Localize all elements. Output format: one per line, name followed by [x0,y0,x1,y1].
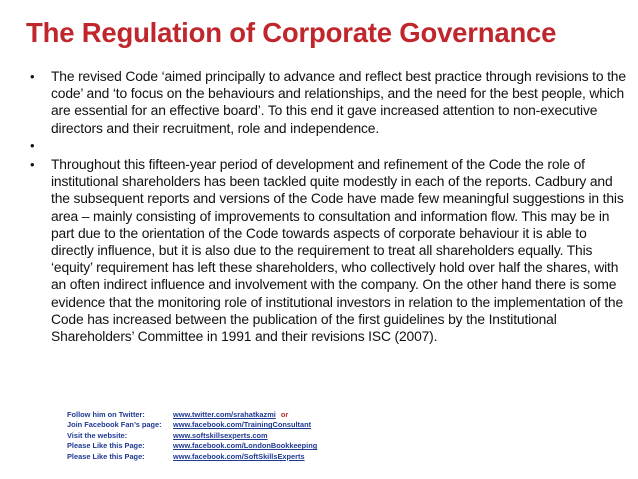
bullet-item-empty [30,137,630,154]
london-bookkeeping-link[interactable]: www.facebook.com/LondonBookkeeping [173,441,318,451]
bullet-text: Throughout this fifteen-year period of development and refinement of the Code the role of institutional shareholders has been tackled quite modestly in each of the reports. Cadbury and the subsequent reports and versions of the Code have made few meaningful suggestions in this area – mainly consisting of improvements to consultation and information flow. This may be in part due to the orientation of the Code towards aspects of corporate behaviour it is able to directly influence, but it is also due to the requirement to treat all shareholders equally. This ‘equity’ requirement has left these shareholders, who collectively hold over half the shares, with an often indirect influence and involvement with the company. On the other hand there is some evidence that the monitoring role of institutional investors in relation to the implementation of the Code has increased between the publication of the first guidelines by the Institutional Shareholders’ Committee in 1991 and their revisions ISC (2007). [51,156,624,345]
footer-row-website [67,431,317,441]
footer-links [67,410,317,462]
slide-title: The Regulation of Corporate Governance [26,17,557,48]
bullet-item [30,156,630,345]
footer-row-london-bookkeeping [67,441,317,451]
footer-row-facebook-fan [67,420,317,430]
footer-label: Please Like this Page: [67,441,145,451]
footer-label: Visit the website: [67,430,128,440]
footer-row-twitter [67,410,317,420]
bullet-list [30,68,630,345]
footer-or-text: or [280,410,289,419]
twitter-link[interactable]: www.twitter.com/srahatkazmi [173,410,276,419]
bullet-dot-icon: • [30,157,35,172]
bullet-dot-icon: • [30,69,35,84]
website-link[interactable]: www.softskillsexperts.com [173,430,268,440]
soft-skills-experts-link[interactable]: www.facebook.com/SoftSkillsExperts [173,451,305,461]
footer-row-soft-skills [67,452,317,462]
facebook-fan-link[interactable]: www.facebook.com/TrainingConsultant [173,420,312,430]
bullet-item [30,68,630,137]
footer-label: Please Like this Page: [67,451,145,461]
footer-label: Join Facebook Fan’s page: [67,420,162,430]
bullet-text: The revised Code ‘aimed principally to advance and reflect best practice through revisions to the code’ and ‘to focus on the behaviours and relationships, and the need for the best people, which are essential for an effective board’. To this end it gave increased attention to non-executive directors and their recruitment, role and independence. [51,68,626,136]
bullet-dot-icon: • [30,137,35,153]
footer-label: Follow him on Twitter: [67,410,145,419]
